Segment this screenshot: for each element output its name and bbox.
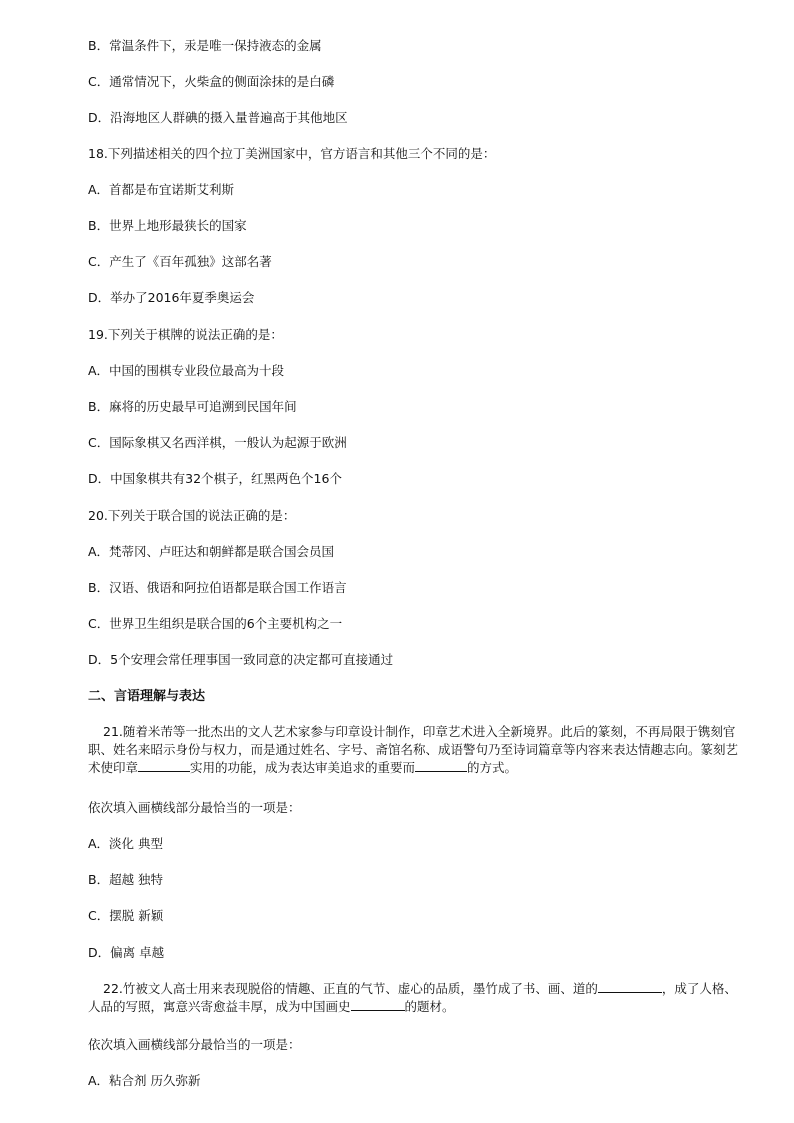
- q21-prompt: 依次填入画横线部分最恰当的一项是：: [88, 800, 301, 815]
- q20-question: 20.下列关于联合国的说法正确的是：: [88, 508, 296, 523]
- q20-option-b: B．汉语、俄语和阿拉伯语都是联合国工作语言: [88, 580, 347, 595]
- q18-option-d: D．举办了2016年夏季奥运会: [88, 290, 255, 305]
- q21-question: [88, 723, 738, 777]
- q19-option-c: C．国际象棋又名西洋棋，一般认为起源于欧洲: [88, 435, 347, 450]
- q17-option-c: C．通常情况下，火柴盒的侧面涂抹的是白磷: [88, 74, 335, 89]
- q17-option-d: D．沿海地区人群碘的摄入量普遍高于其他地区: [88, 110, 348, 125]
- section-heading: 二、言语理解与表达: [88, 689, 206, 704]
- q22-blank-2: [351, 998, 405, 1011]
- q20-option-d: D．5个安理会常任理事国一致同意的决定都可直接通过: [88, 652, 394, 667]
- q17-option-b: B．常温条件下，汞是唯一保持液态的金属: [88, 38, 322, 53]
- q18-option-b: B．世界上地形最狭长的国家: [88, 218, 247, 233]
- q21-text-part2: 实用的功能，成为表达审美追求的重要而: [190, 760, 416, 775]
- q21-text-part3: 的方式。: [467, 760, 518, 775]
- q21-blank-1: [138, 759, 190, 772]
- q18-option-c: C．产生了《百年孤独》这部名著: [88, 254, 272, 269]
- q22-question: [88, 980, 738, 1016]
- q22-blank-1: [598, 980, 662, 993]
- q21-option-a: A．淡化 典型: [88, 836, 164, 851]
- q22-text-part3: 的题材。: [404, 999, 455, 1014]
- q18-option-a: A．首都是布宜诺斯艾利斯: [88, 182, 235, 197]
- q22-text-part1: 22.竹被文人高士用来表现脱俗的情趣、正直的气节、虚心的品质，墨竹成了书、画、道的: [103, 981, 598, 996]
- q22-prompt: 依次填入画横线部分最恰当的一项是：: [88, 1037, 301, 1052]
- q20-option-a: A．梵蒂冈、卢旺达和朝鲜都是联合国会员国: [88, 544, 335, 559]
- q19-option-b: B．麻将的历史最早可追溯到民国年间: [88, 399, 297, 414]
- q18-question: 18.下列描述相关的四个拉丁美洲国家中，官方语言和其他三个不同的是：: [88, 146, 496, 161]
- q19-option-a: A．中国的围棋专业段位最高为十段: [88, 363, 285, 378]
- q22-option-a: A．粘合剂 历久弥新: [88, 1073, 201, 1088]
- q21-blank-2: [415, 759, 467, 772]
- q21-option-c: C．摆脱 新颖: [88, 908, 164, 923]
- q21-text-part1: 21.随着米芾等一批杰出的文人艺术家参与印章设计制作，印章艺术进入全新境界。此后的篆刻，不再局限于镌刻官职、姓名来昭示身份与权力，而是通过姓名、字号、斋馆名称、成语警句乃至诗词篇章等内容来表达情趣志向。篆刻艺术使印章: [88, 724, 739, 775]
- q22-text-part2: ，成了人格、人品的写照，寓意兴寄愈益丰厚，成为中国画史: [88, 981, 737, 1014]
- q20-option-c: C．世界卫生组织是联合国的6个主要机构之一: [88, 616, 343, 631]
- q21-option-d: D．偏离 卓越: [88, 945, 165, 960]
- q21-option-b: B．超越 独特: [88, 872, 164, 887]
- q19-question: 19.下列关于棋牌的说法正确的是：: [88, 327, 283, 342]
- q19-option-d: D．中国象棋共有32个棋子，红黑两色个16个: [88, 471, 342, 486]
